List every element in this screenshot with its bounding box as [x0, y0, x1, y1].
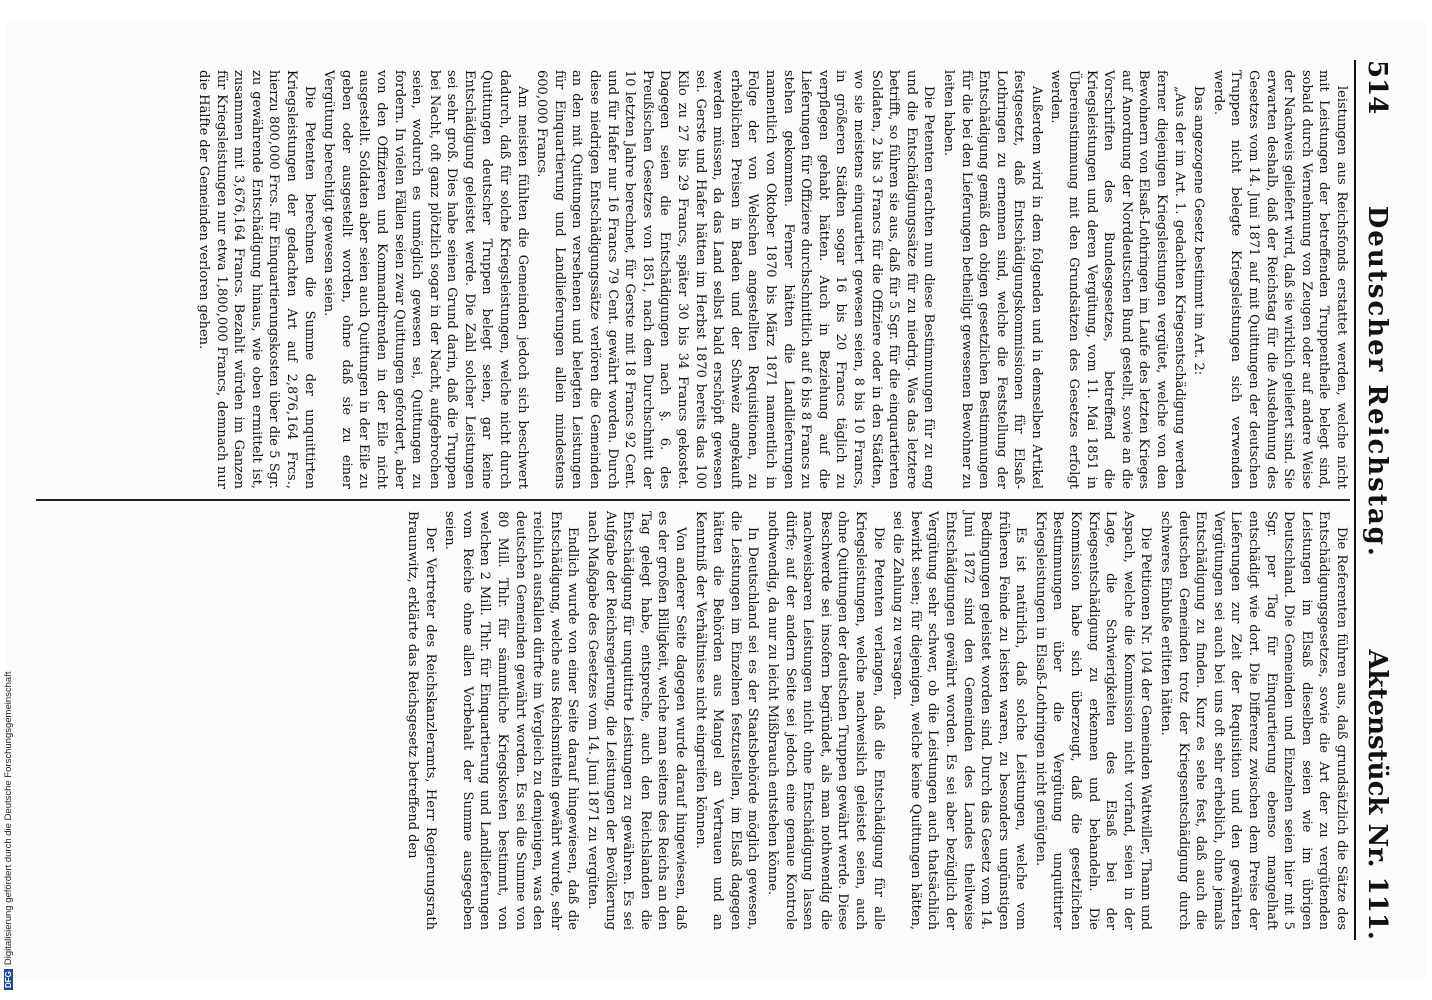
paragraph: leistungen aus Reichsfonds erstattet werden, welche nicht mit Leistungen der betreffenden Truppentheile belegt sind, sobald durch Vernehmung von Zeugen oder auf andere Weise der Nachweis geliefert wird, daß sie wirklich geliefert sind. Sie erwarten deshalb, daß der Reichstag für die Ausdehnung des Gesetzes vom 14. Juni 1871 auf mit Quittungen der deutschen Truppen nicht belegte Kriegsleistungen sich verwenden werde. — [1210, 70, 1349, 489]
paragraph: Die Petenten berechnen die Summe der unquittirten Kriegsleistungen der gedachten Art auf 2,876,164 Frcs., hierzu 800,000 Frcs. für Einquartierungskosten über die 5 Sgr. zu gewährende Entschädigung hinaus, wie oben ermittelt ist, zusammen mit 3,676,164 Francs. Bezahlt würden im Ganzen für Kriegsleistungen nur etwa 1,800,000 Francs, demnach nur die Hälfte der Gemeinden verloren gehen. — [196, 70, 317, 489]
paragraph: Die Petenten erachten nun diese Bestimmungen für zu eng und die Entschädigungssätze für zu niedrig. Was das letztere betrifft, so führen sie aus, daß für 5 Sgr. für die einquartierten Soldaten, 2 bis 3 Francs für die Offiziere oder in den Städten, wo sie meistens einquartiert gewesen seien, 8 bis 10 Francs, in größeren Städten sogar 16 bis 20 Francs täglich zu verpflegen gehabt hätten. Auch in Beziehung auf die Lieferungen für Offiziere durchschnittlich auf 6 bis 8 Francs zu stehen gekommen. Ferner hätten die Landlieferungen namentlich von Oktober 1870 bis März 1871 namentlich in Folge der von Welschen angestellten Requisitionen, zu erheblichen Preisen in Baden und der Schweiz angekauft werden müssen, da das Land selbst bald erschöpft gewesen sei. Gerste und Hafer hätten im Herbst 1870 bereits das 100 Kilo zu 27 bis 29 Francs, später 30 bis 34 Francs gekostet. Dagegen seien die Entschädigungen nach §. 6. des Preußischen Gesetzes von 1851, nach dem Durchschnitt der 10 letzten Jahre berechnet, für Gerste mit 18 Francs 92 Cent. und für Hafer nur 16 Francs 79 Cent. gewährt worden. Durch diese niedrigen Entschädigungssätze verlören die Gemeinden an den mit Quittungen versehenen und belegten Leistungen für Einquartierung und Landlieferungen allein mindestens 600,000 Francs. — [534, 70, 937, 489]
paragraph: Am meisten fühlten die Gemeinden jedoch sich beschwert dadurch, daß für solche Kriegsleistungen, welche nicht durch Quittungen deutscher Truppen belegt seien, gar keine Entschädigung geleistet werde. Die Zahl solcher Leistungen sei sehr groß. Dies habe seinen Grund darin, daß die Truppen bei Nacht, oft ganz plötzlich sogar in der Nacht, aufgebrochen seien, wodurch es unmöglich gewesen sei, Quittungen zu fordern. In vielen Fällen seien zwar Quittungen gefordert, aber von den Offizieren und Kommandirenden in der Eile nicht ausgestellt. Soldaten aber seien auch Quittungen in der Eile zu geben oder ausgestellt worden, ohne daß sie zu einer Vergütung berechtigt gewesen seien. — [321, 70, 530, 489]
paragraph: Es ist natürlich, daß solche Leistungen, welche vom früheren Feinde zu leisten waren, zu besonders ungünstigen Bedingungen geleistet worden sind. Durch das Gesetz vom 14. Juni 1872 sind den Gemeinden des Landes theilweise Entschädigungen gewährt worden. Es sei aber bezüglich der Vergütung sehr schwer, ob die Leistungen auch thatsächlich bewirkt seien; für diejenigen, welche keine Quittungen hätten, sei die Zahlung zu versagen. — [890, 511, 1029, 930]
paragraph: Der Vertreter des Reichskanzleramts, Herr Regierungsrath Braunwitz, erklärte das Reichsgesetz betreffend den — [405, 511, 438, 930]
publication-title: Deutscher Reichstag. — [1362, 205, 1392, 558]
paragraph: Das angezogene Gesetz bestimmt im Art. 2: — [1191, 86, 1207, 376]
dfg-logo: DFG — [3, 971, 13, 988]
paragraph: Endlich wurde von einer Seite darauf hingewiesen, daß die Entschädigung, welche aus Reichsmitteln gewährt wurde, sehr reichlich ausfallen dürfte im Vergleich zu demjenigen, was den deutschen Gemeinden gewährt worden. Es sei die Summe von 80 Mill. Thlr. für sämmtliche Kriegskosten bestimmt, von welchen 2 Mill. Thlr. für Einquartierung und Landlieferungen vom Reiche ohne allen Vorbehalt der Summe ausgegeben seien. — [442, 511, 581, 930]
paragraph: Außerdem wird in dem folgenden und in demselben Artikel festgesetzt, daß Entschädigungskommissionen für Elsaß-Lothringen zu ernennen sind, welche die Feststellung der Entschädigung gemäß den obigen gesetzlichen Bestimmungen für die bei den Lieferungen betheiligt gewesenen Bewohner zu leiten haben. — [940, 70, 1044, 489]
paragraph: Die Petenten verlangen, daß die Entschädigung für alle Kriegsleistungen, welche nachweislich geleistet seien, auch ohne Quittungen der deutschen Truppen gewährt werde. Diese Beschwerde sei insofern begründet, als man nothwendig die nachweisbaren Leistungen nicht ohne Entschädigung lassen dürfe; auf der andern Seite sei jedoch eine genaue Kontrole nothwendig, da nur zu leicht Mißbrauch entstehen könne. — [765, 511, 886, 930]
paragraph: „Aus der im Art. 1. gedachten Kriegsentschädigung werden ferner diejenigen Kriegsleistungen vergütet, welche von den Bewohnern von Elsaß-Lothringen im Laufe des letzten Krieges auf Anordnung der Norddeutschen Bund gestellt, sowie an die Vorschriften des Bundesgesetzes, betreffend die Kriegsleistungen und deren Vergütung, vom 11. Mai 1851 in Übereinstimmung mit den Grundsätzen des Gesetzes erfolgt werden. — [1048, 70, 1187, 489]
text-columns — [36, 60, 1350, 940]
credit-text: Digitalisierung gefördert durch die Deutsche Forschungsgemeinschaft — [3, 671, 14, 966]
paragraph: Von anderer Seite dagegen wurde darauf hingewiesen, daß es der großen Billigkeit, welche man seitens des Reichs an den Tag gelegt habe, entspreche, auch den Reichslanden die Entschädigung für unquittirte Leistungen zu gewähren. Es sei Aufgabe der Reichsregierung, die Leistungen der Bevölkerung nach Maßgabe des Gesetzes vom 14. Juni 1871 zu vergüten. — [585, 511, 689, 930]
page-number: 514 — [1362, 60, 1392, 115]
page-header — [1354, 60, 1410, 940]
paragraph: Die Petitionen Nr. 104 der Gemeinden Wattwiller, Thann und Aspach, welche die Kommission nicht vorfand, seien in der Lage, die Schwierigkeiten des Elsaß bei der Kriegsentschädigung zu erkennen und behandeln. Die Kommission habe sich überzeugt, daß die gesetzlichen Bestimmungen über die Vergütung unquittirter Kriegsleistungen in Elsaß-Lothringen nicht genügten. — [1032, 511, 1154, 930]
document-number: Aktenstück Nr. 111. — [1362, 649, 1392, 940]
paragraph: In Deutschland sei es der Staatsbehörde möglich gewesen, die Leistungen im Einzelnen festzustellen, im Elsaß dagegen hätten die Behörden aus Mangel an Vertrauen und an Kenntniß der Verhältnisse nicht eingreifen können. — [692, 511, 761, 930]
right-column — [36, 501, 1350, 940]
left-column — [36, 60, 1350, 499]
digitization-credit — [0, 0, 16, 1000]
document-page — [6, 20, 1426, 980]
paragraph: Die Referenten führen aus, daß grundsätzlich die Sätze des Entschädigungsgesetzes, sowie die Art der zu vergütenden Leistungen im Elsaß dieselben seien wie im übrigen Deutschland. Die Gemeinden und Einzelnen seien hier mit 5 Sgr. per Tag für Einquartierung ebenso mangelhaft entschädigt wie dort. Die Differenz zwischen dem Preise der Lieferungen zur Zeit der Requisition und den gewährten Vergütungen sei auch bei uns oft sehr erheblich, ohne jemals Entschädigung zu finden. Kurz es sehe fest, daß auch die deutschen Gemeinden trotz der Kriegsentschädigung durch schweres Einbuße erlitten hätten. — [1158, 511, 1349, 930]
